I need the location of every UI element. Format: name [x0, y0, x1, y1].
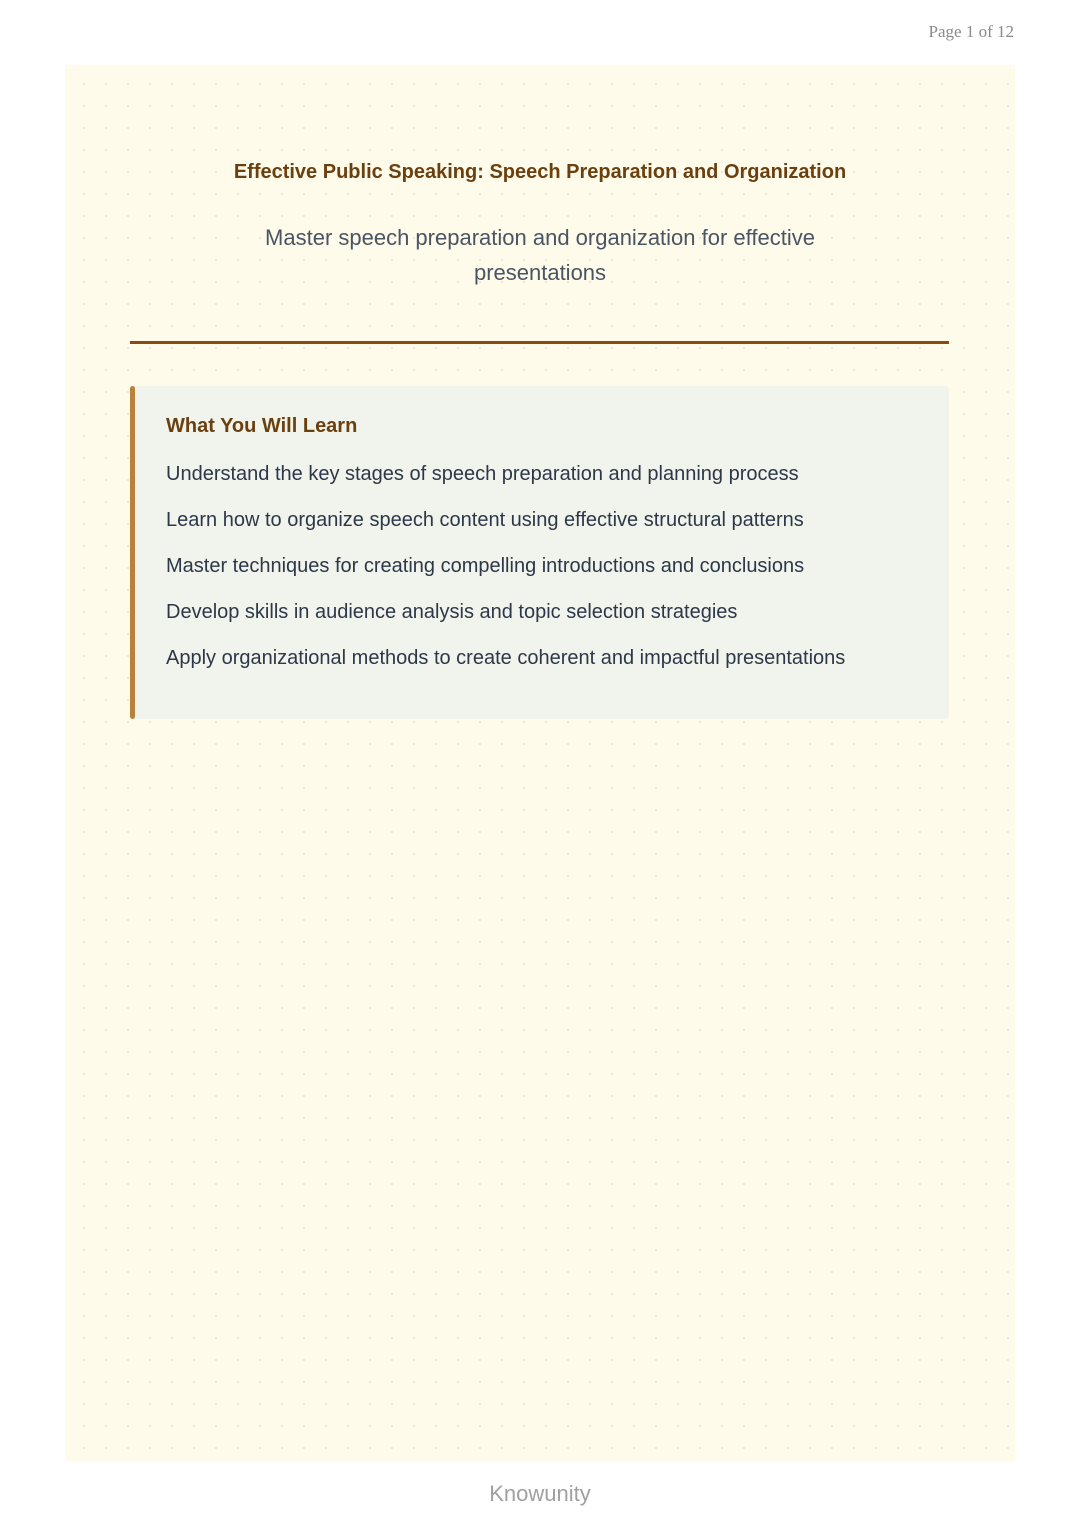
learning-heading: What You Will Learn: [166, 415, 358, 437]
learning-accent-bar: [130, 386, 135, 719]
document-page: [65, 65, 1015, 1462]
learning-objective: Understand the key stages of speech preparation and planning process: [166, 463, 799, 485]
learning-objective: Master techniques for creating compelling introductions and conclusions: [166, 555, 805, 577]
document-title: Effective Public Speaking: Speech Preparation and Organization: [233, 161, 847, 183]
learning-objective: Develop skills in audience analysis and topic selection strategies: [166, 601, 738, 623]
learning-objective: Apply organizational methods to create coherent and impactful presentations: [166, 647, 846, 669]
learning-objectives-box: [130, 386, 949, 719]
learning-objectives-list: [166, 462, 845, 692]
title-divider: [130, 341, 949, 344]
footer-brand: Knowunity: [489, 1481, 591, 1506]
document-subtitle: Master speech preparation and organization for effective presentations: [265, 225, 815, 285]
learning-objective: Learn how to organize speech content using effective structural patterns: [166, 509, 804, 531]
page-indicator: Page 1 of 12: [928, 22, 1014, 41]
